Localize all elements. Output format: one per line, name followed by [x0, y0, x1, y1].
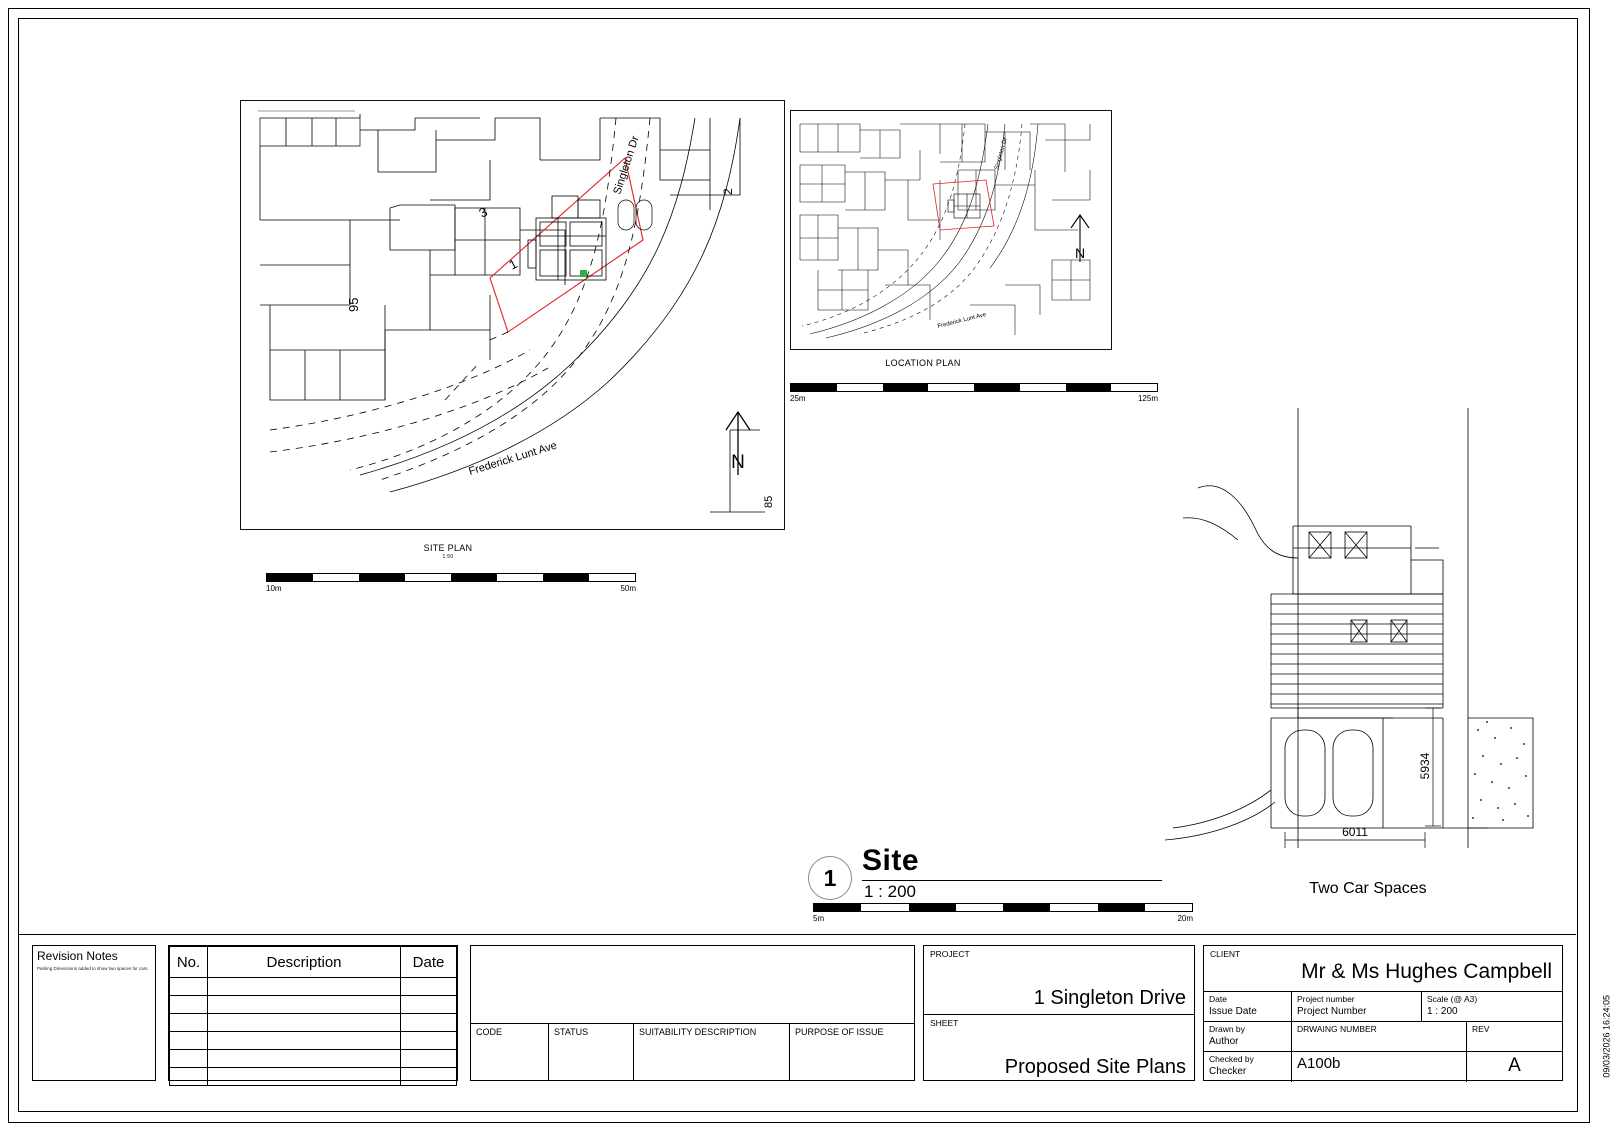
field-drawn-by: Drawn by Author — [1204, 1022, 1292, 1052]
scalebar-right-label: 125m — [1137, 394, 1158, 403]
elevation-drawing — [1143, 408, 1578, 908]
project-block — [923, 945, 1195, 1081]
location-plan-drawing — [790, 110, 1112, 350]
svg-text:Frederick Lunt Ave: Frederick Lunt Ave — [937, 312, 987, 330]
field-project-number: Project number Project Number — [1292, 992, 1422, 1022]
field-scale: Scale (@ A3) 1 : 200 — [1427, 994, 1478, 1017]
sheet-timestamp: 09/03/2026 16:24:05 — [1602, 995, 1612, 1078]
svg-text:N: N — [1074, 245, 1086, 261]
revision-notes-heading: Revision Notes — [37, 949, 118, 963]
revision-notes-body: Parking Dimensions added to show two spaces for cars. — [37, 966, 149, 971]
site-plan-view — [240, 100, 785, 530]
view-scalebar — [813, 903, 1193, 923]
value-drawing-number: A100b — [1292, 1052, 1467, 1082]
sheet-value: Proposed Site Plans — [1004, 1056, 1186, 1078]
svg-text:85: 85 — [763, 495, 775, 508]
table-row — [170, 978, 457, 996]
field-date: Date Issue Date — [1204, 992, 1292, 1022]
drawing-area — [18, 18, 1576, 930]
view-title-block — [808, 838, 1168, 908]
project-label: PROJECT — [930, 949, 970, 959]
dim-width-label: 6011 — [1342, 825, 1368, 839]
svg-text:Singleton Dr: Singleton Dr — [994, 137, 1010, 171]
table-row — [170, 1068, 457, 1086]
scalebar-left-label: 5m — [813, 914, 825, 923]
scalebar-right-label: 20m — [1177, 914, 1193, 923]
table-row — [170, 1014, 457, 1032]
field-checked-by: Checked by Checker — [1204, 1052, 1292, 1082]
revision-col-description: Description — [208, 947, 401, 978]
view-scale: 1 : 200 — [864, 882, 916, 901]
scalebar-left-label: 10m — [266, 584, 282, 593]
client-label: CLIENT — [1210, 949, 1241, 959]
svg-text:Singleton Dr: Singleton Dr — [611, 134, 642, 196]
value-rev: A — [1508, 1055, 1521, 1076]
site-plan-caption: SITE PLAN 1:50 — [423, 543, 473, 560]
view-title-rule — [862, 880, 1162, 881]
status-col-purpose: PURPOSE OF ISSUE — [795, 1027, 884, 1037]
location-plan-caption: LOCATION PLAN — [885, 358, 961, 368]
client-value: Mr & Ms Hughes Campbell — [1301, 960, 1552, 983]
svg-text:N: N — [731, 452, 745, 473]
status-col-code: CODE — [471, 1024, 549, 1080]
status-col-status: STATUS — [549, 1024, 634, 1080]
dim-height-label: 5934 — [1418, 752, 1432, 780]
elevation-view — [1143, 408, 1578, 908]
table-row — [170, 1032, 457, 1050]
status-col-suitability: SUITABILITY DESCRIPTION — [634, 1024, 790, 1080]
elevation-title: Two Car Spaces — [1309, 880, 1427, 897]
view-number-bubble: 1 — [808, 856, 852, 900]
sheet-label: SHEET — [930, 1018, 959, 1028]
location-plan-scalebar — [790, 383, 1158, 403]
scalebar-left-label: 25m — [790, 394, 806, 403]
title-block — [18, 934, 1576, 1092]
svg-text:95: 95 — [346, 297, 361, 312]
view-name: Site — [862, 844, 920, 877]
table-row — [170, 996, 457, 1014]
status-table — [470, 945, 915, 1081]
revision-notes-box — [32, 945, 156, 1081]
location-plan-view — [790, 110, 1112, 350]
client-meta-grid — [1204, 991, 1562, 1080]
project-value: 1 Singleton Drive — [1033, 987, 1186, 1009]
client-block — [1203, 945, 1563, 1081]
revision-col-date: Date — [401, 947, 457, 978]
svg-text:2: 2 — [721, 188, 735, 195]
field-rev: REV — [1472, 1024, 1490, 1034]
revision-table — [168, 945, 458, 1081]
scalebar-right-label: 50m — [620, 584, 636, 593]
site-plan-drawing — [240, 100, 785, 530]
revision-col-no: No. — [170, 947, 208, 978]
field-drawing-number: DRWAING NUMBER — [1292, 1022, 1467, 1052]
site-plan-scalebar — [266, 573, 636, 593]
svg-text:1: 1 — [506, 256, 520, 273]
svg-text:Frederick Lunt Ave: Frederick Lunt Ave — [467, 439, 559, 478]
svg-text:3: 3 — [476, 204, 490, 221]
table-row — [170, 1050, 457, 1068]
